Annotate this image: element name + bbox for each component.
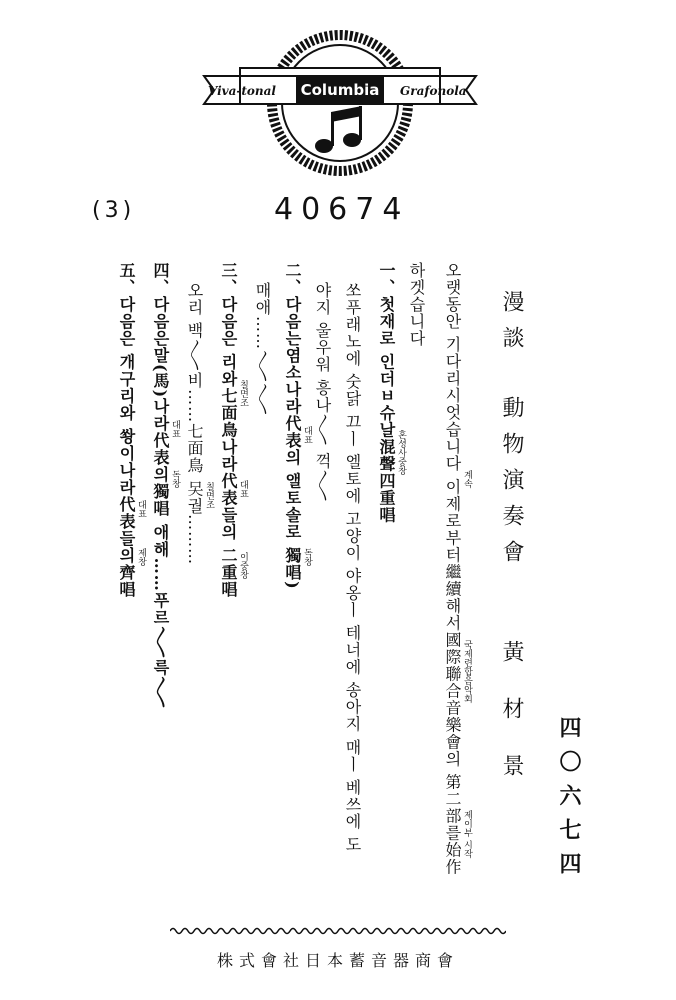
columbia-logo xyxy=(200,28,480,178)
logo-left-text: Viva-tonal xyxy=(208,84,276,98)
logo-right-text: Grafonola xyxy=(400,84,467,98)
title-name: 動物演奏會 xyxy=(499,396,524,576)
text-column-11: 五、다음은 개구리와 쐉이나라代表들의齊唱 xyxy=(117,262,136,599)
side-number: (3) xyxy=(92,198,136,223)
gloss-representative-4: 대표 xyxy=(136,500,146,518)
gloss-representative-2: 대표 xyxy=(238,480,248,498)
text-column-4: 쏘푸래노에 숫닭 끄ㅣ 엘토에 고양이 야옹ㅣ 테너에 송아지 매ㅣ 베쓰에 도 xyxy=(343,282,362,853)
gloss-representative-1: 대표 xyxy=(302,426,312,444)
gloss-turkey-2: 칠면조 xyxy=(204,482,214,509)
text-column-6: 二、다음는염소나라代表의 앨토솔로 獨唱) xyxy=(283,262,302,590)
gloss-solo-1: 독창 xyxy=(302,548,312,566)
text-column-8: 三、다음은 리와七面鳥나라代表들의 二重唱 xyxy=(219,262,238,599)
gloss-continue: 계속 xyxy=(462,470,472,488)
logo-center-text: Columbia xyxy=(300,81,380,99)
gloss-duet: 이중창 xyxy=(238,552,248,579)
text-column-3: 一、첫재로 인더ㅂ슈날混聲四重唱 xyxy=(377,262,396,524)
text-column-9: 오리 백〳〵비……七面鳥 㕦궐……… xyxy=(185,282,204,566)
gloss-representative-3: 대표 xyxy=(170,420,180,438)
text-column-2: 하겟습니다 xyxy=(407,262,426,347)
gloss-international-concert: 국제련합음악회 xyxy=(462,640,472,703)
gloss-second-part: 제이부 시작 xyxy=(462,810,472,858)
publisher-footer: 株式會社日本蓄音器商會 xyxy=(216,951,459,970)
text-column-7: 매애……〳〵〳〵 xyxy=(253,282,272,416)
text-column-5: 야지 울우워 흥나〳〵 꺽〳〵 xyxy=(313,282,332,503)
gloss-mixed-quartet: 혼셩사중창 xyxy=(396,430,406,475)
text-column-10: 四、다음은말(馬)나라代表의獨唱 애해……푸르〳〵륵〳〵 xyxy=(151,262,170,709)
gloss-turkey-1: 칠면조 xyxy=(238,380,248,407)
record-number: 40674 xyxy=(274,192,410,227)
text-column-1: 오랫동안 기다리시엇습니다 이제로부터繼續해서國際聯合音樂會의 第二部를始作 xyxy=(443,262,462,876)
wavy-divider xyxy=(170,925,506,937)
gloss-solo-2: 독창 xyxy=(170,470,180,488)
gloss-unison: 제창 xyxy=(136,548,146,566)
title-genre: 漫談 xyxy=(499,290,524,362)
record-number-hanja: 四〇六七四 xyxy=(556,716,582,886)
title-author: 黃 材 景 xyxy=(499,640,524,790)
